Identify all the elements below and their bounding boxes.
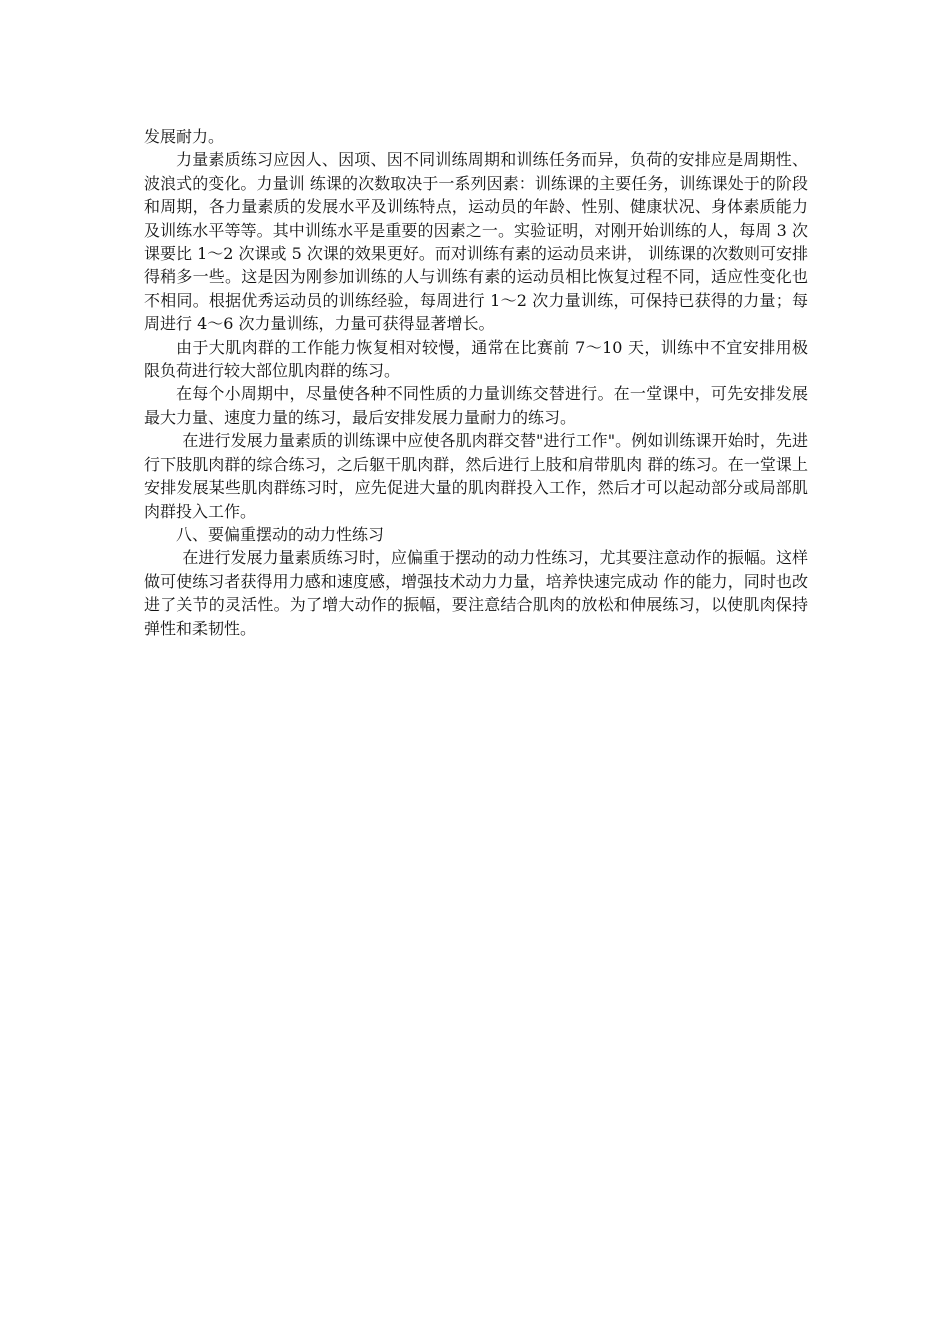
paragraph-swing-exercise: 在进行发展力量素质练习时，应偏重于摆动的动力性练习，尤其要注意动作的振幅。这样做可使练习者获得用力感和速度感，增强技术动力力量，培养快速完成动 作的能力，同时也改进了关节的灵活性。为了增大动作的振幅，要注意结合肌肉的放松和伸展练习，以使肌肉保持弹性和柔韧性。	[144, 548, 808, 638]
document-body	[144, 125, 808, 640]
paragraph-large-muscle-recovery: 由于大肌肉群的工作能力恢复相对较慢，通常在比赛前 7～10 天，训练中不宜安排用极限负荷进行较大部位肌肉群的练习。	[144, 337, 808, 381]
paragraph-strength-training-frequency: 力量素质练习应因人、因项、因不同训练周期和训练任务而异，负荷的安排应是周期性、波浪式的变化。力量训 练课的次数取决于一系列因素：训练课的主要任务，训练课处于的阶段和周期，各力量素质的发展水平及训练特点，运动员的年龄、性别、健康状况、身体素质能力 及训练水平等等。其中训练水平是重要的因素之一。实验证明，对刚开始训练的人，每周 3 次课要比 1～2 次课或 5 次课的效果更好。而对训练有素的运动员来讲， 训练课的次数则可安排得稍多一些。这是因为刚参加训练的人与训练有素的运动员相比恢复过程不同，适应性变化也不相同。根据优秀运动员的训练经验，每周进行 1～2 次力量训练，可保持已获得的力量；每周进行 4～6 次力量训练，力量可获得显著增长。	[144, 150, 808, 334]
paragraph-muscle-group-alternation: 在进行发展力量素质的训练课中应使各肌肉群交替"进行工作"。例如训练课开始时，先进行下肢肌肉群的综合练习，之后躯干肌肉群，然后进行上肢和肩带肌肉 群的练习。在一堂课上安排发展某些肌肉群练习时，应先促进大量的肌肉群投入工作，然后才可以起动部分或局部肌肉群投入工作。	[144, 431, 808, 521]
paragraph-micro-cycle: 在每个小周期中，尽量使各种不同性质的力量训练交替进行。在一堂课中，可先安排发展最大力量、速度力量的练习，最后安排发展力量耐力的练习。	[144, 384, 808, 427]
paragraph-continuation: 发展耐力。	[144, 127, 225, 146]
section-heading-dynamic-exercise: 八、要偏重摆动的动力性练习	[176, 524, 385, 544]
